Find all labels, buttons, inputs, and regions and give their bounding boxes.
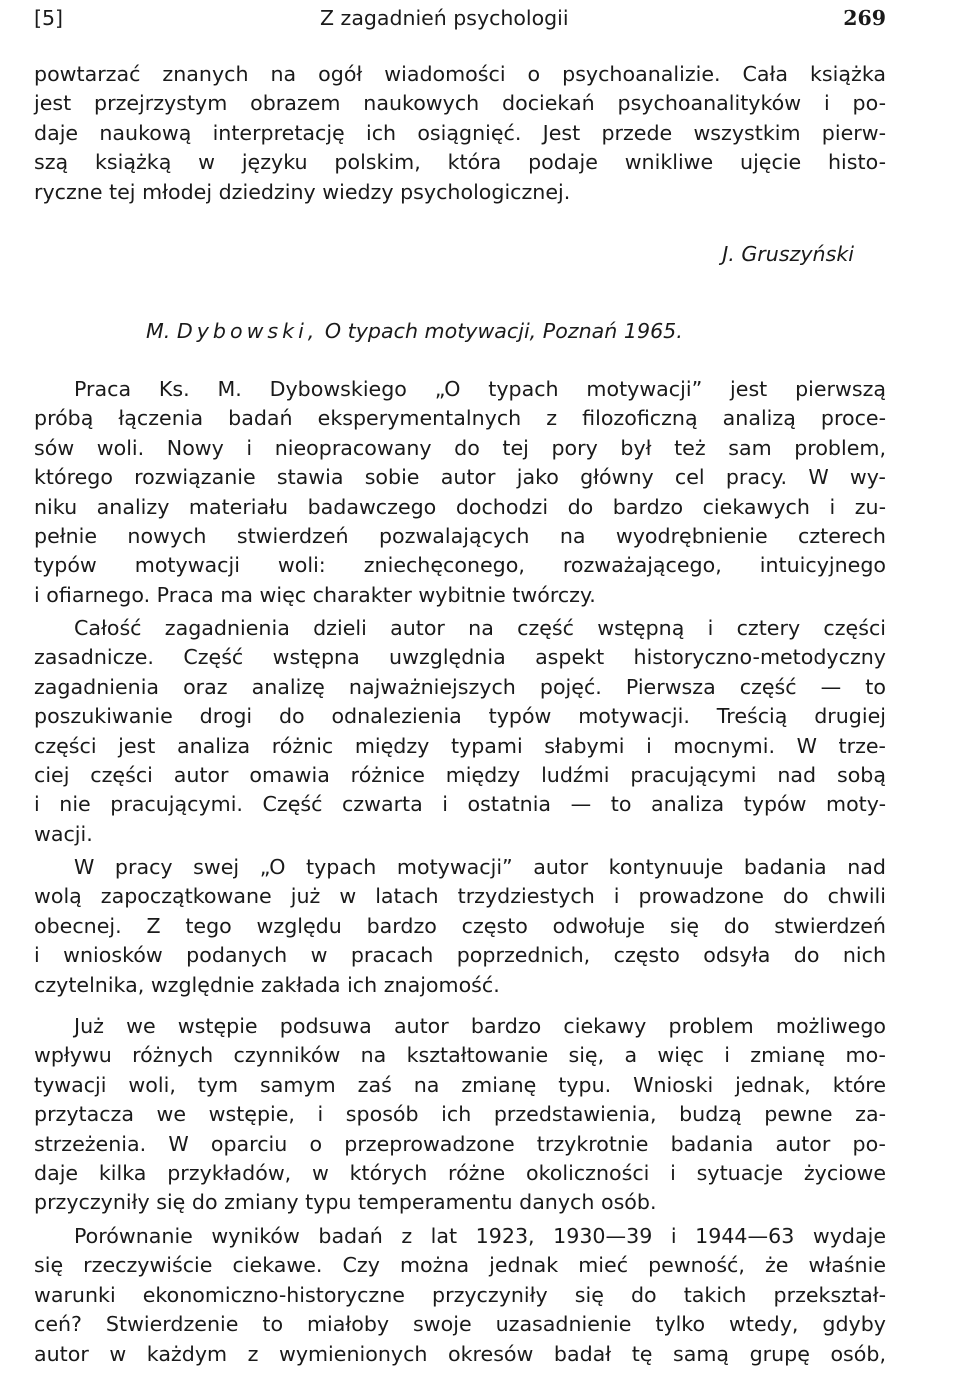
text-line: sów woli. Nowy i nieopracowany do tej pory był też sam problem,	[34, 435, 886, 460]
text-line: daje naukową interpretację ich osiągnięć. Jest przede wszystkim pierw-	[34, 120, 886, 145]
paragraph-4	[34, 1012, 886, 1218]
text-line: pełnie nowych stwierdzeń pozwalających na wyodrębnienie czterech	[34, 523, 886, 548]
text-line: Porównanie wyników badań z lat 1923, 1930—39 i 1944—63 wydaje	[74, 1224, 886, 1248]
text-line: zasadnicze. Część wstępna uwzględnia aspekt historyczno-metodyczny	[34, 645, 886, 670]
paragraph-1	[34, 375, 886, 610]
text-line: wpływu różnych czynników na kształtowanie się, a więc i zmianę mo-	[34, 1043, 886, 1068]
running-header	[34, 2, 886, 36]
text-line: jest przejrzystym obrazem naukowych dociekań psychoanalityków i po-	[34, 91, 886, 116]
section-marker: [5]	[34, 6, 64, 30]
text-line: wacji.	[34, 821, 93, 846]
text-line: strzeżenia. W oparciu o przeprowadzone trzykrotnie badania autor po-	[34, 1131, 886, 1156]
text-line: wolą zapoczątkowane już w latach trzydziestych i prowadzone do chwili	[34, 884, 886, 909]
reviewer-signature: J. Gruszyński	[722, 242, 854, 266]
text-line: daje kilka przykładów, w których różne okoliczności i sytuacje życiowe	[34, 1160, 886, 1185]
review-heading	[146, 319, 683, 343]
text-line: którego rozwiązanie stawia sobie autor jako główny cel pracy. W wy-	[34, 465, 886, 490]
text-line: tywacji woli, tym samym zaś na zmianę typu. Wnioski jednak, które	[34, 1072, 886, 1097]
paragraph-5	[34, 1222, 886, 1369]
intro-paragraph	[34, 60, 886, 207]
text-line: się rzeczywiście ciekawe. Czy można jednak mieć pewność, że właśnie	[34, 1253, 886, 1278]
text-line: ciej części autor omawia różnice między ludźmi pracującymi nad sobą	[34, 762, 886, 787]
text-line: przyczyniły się do zmiany typu temperamentu danych osób.	[34, 1190, 657, 1215]
text-line: próbą łączenia badań eksperymentalnych z filozoficzną analizą proce-	[34, 406, 886, 431]
text-line: i ofiarnego. Praca ma więc charakter wybitnie twórczy.	[34, 582, 596, 607]
text-line: Całość zagadnienia dzieli autor na część wstępną i cztery części	[74, 616, 886, 640]
paragraph-2	[34, 614, 886, 849]
text-line: przytacza we wstępie, i sposób ich przedstawienia, budzą pewne za-	[34, 1102, 886, 1127]
text-line: niku analizy materiału badawczego dochodzi do bardzo ciekawych i zu-	[34, 494, 886, 519]
text-line: powtarzać znanych na ogół wiadomości o psychoanalizie. Cała książka	[34, 62, 886, 86]
text-line: części jest analiza różnic między typami słabymi i mocnymi. W trze-	[34, 733, 886, 758]
author-initial: M.	[146, 319, 171, 343]
text-line: obecnej. Z tego względu bardzo często odwołuje się do stwierdzeń	[34, 913, 886, 938]
running-title: Z zagadnień psychologii	[320, 6, 569, 30]
page-number: 269	[843, 6, 886, 30]
text-line: Praca Ks. M. Dybowskiego „O typach motywacji” jest pierwszą	[74, 377, 886, 401]
text-line: czytelnika, względnie zakłada ich znajomość.	[34, 972, 500, 997]
paragraph-3	[34, 853, 886, 1000]
text-line: Już we wstępie podsuwa autor bardzo ciekawy problem możliwego	[74, 1014, 886, 1038]
text-line: W pracy swej „O typach motywacji” autor kontynuuje badania nad	[74, 855, 886, 879]
text-line: i nie pracującymi. Część czwarta i ostatnia — to analiza typów moty-	[34, 792, 886, 817]
text-line: autor w każdym z wymienionych okresów badał tę samą grupę osób,	[34, 1341, 886, 1366]
author-surname: Dybowski,	[176, 319, 319, 343]
text-line: i wniosków podanych w pracach poprzednich, często odsyła do nich	[34, 943, 886, 968]
text-line: poszukiwanie drogi do odnalezienia typów motywacji. Treścią drugiej	[34, 704, 886, 729]
book-title: O typach motywacji, Poznań 1965.	[324, 319, 683, 343]
text-line: ceń? Stwierdzenie to miałoby swoje uzasadnienie tylko wtedy, gdyby	[34, 1312, 886, 1337]
text-line: warunki ekonomiczno-historyczne przyczyniły się do takich przekształ-	[34, 1282, 886, 1307]
text-line: typów motywacji woli: zniechęconego, rozważającego, intuicyjnego	[34, 553, 886, 578]
text-line: szą książką w języku polskim, która podaje wnikliwe ujęcie histo-	[34, 150, 886, 175]
text-line: zagadnienia oraz analizę najważniejszych pojęć. Pierwsza część — to	[34, 674, 886, 699]
text-line: ryczne tej młodej dziedziny wiedzy psychologicznej.	[34, 179, 571, 204]
